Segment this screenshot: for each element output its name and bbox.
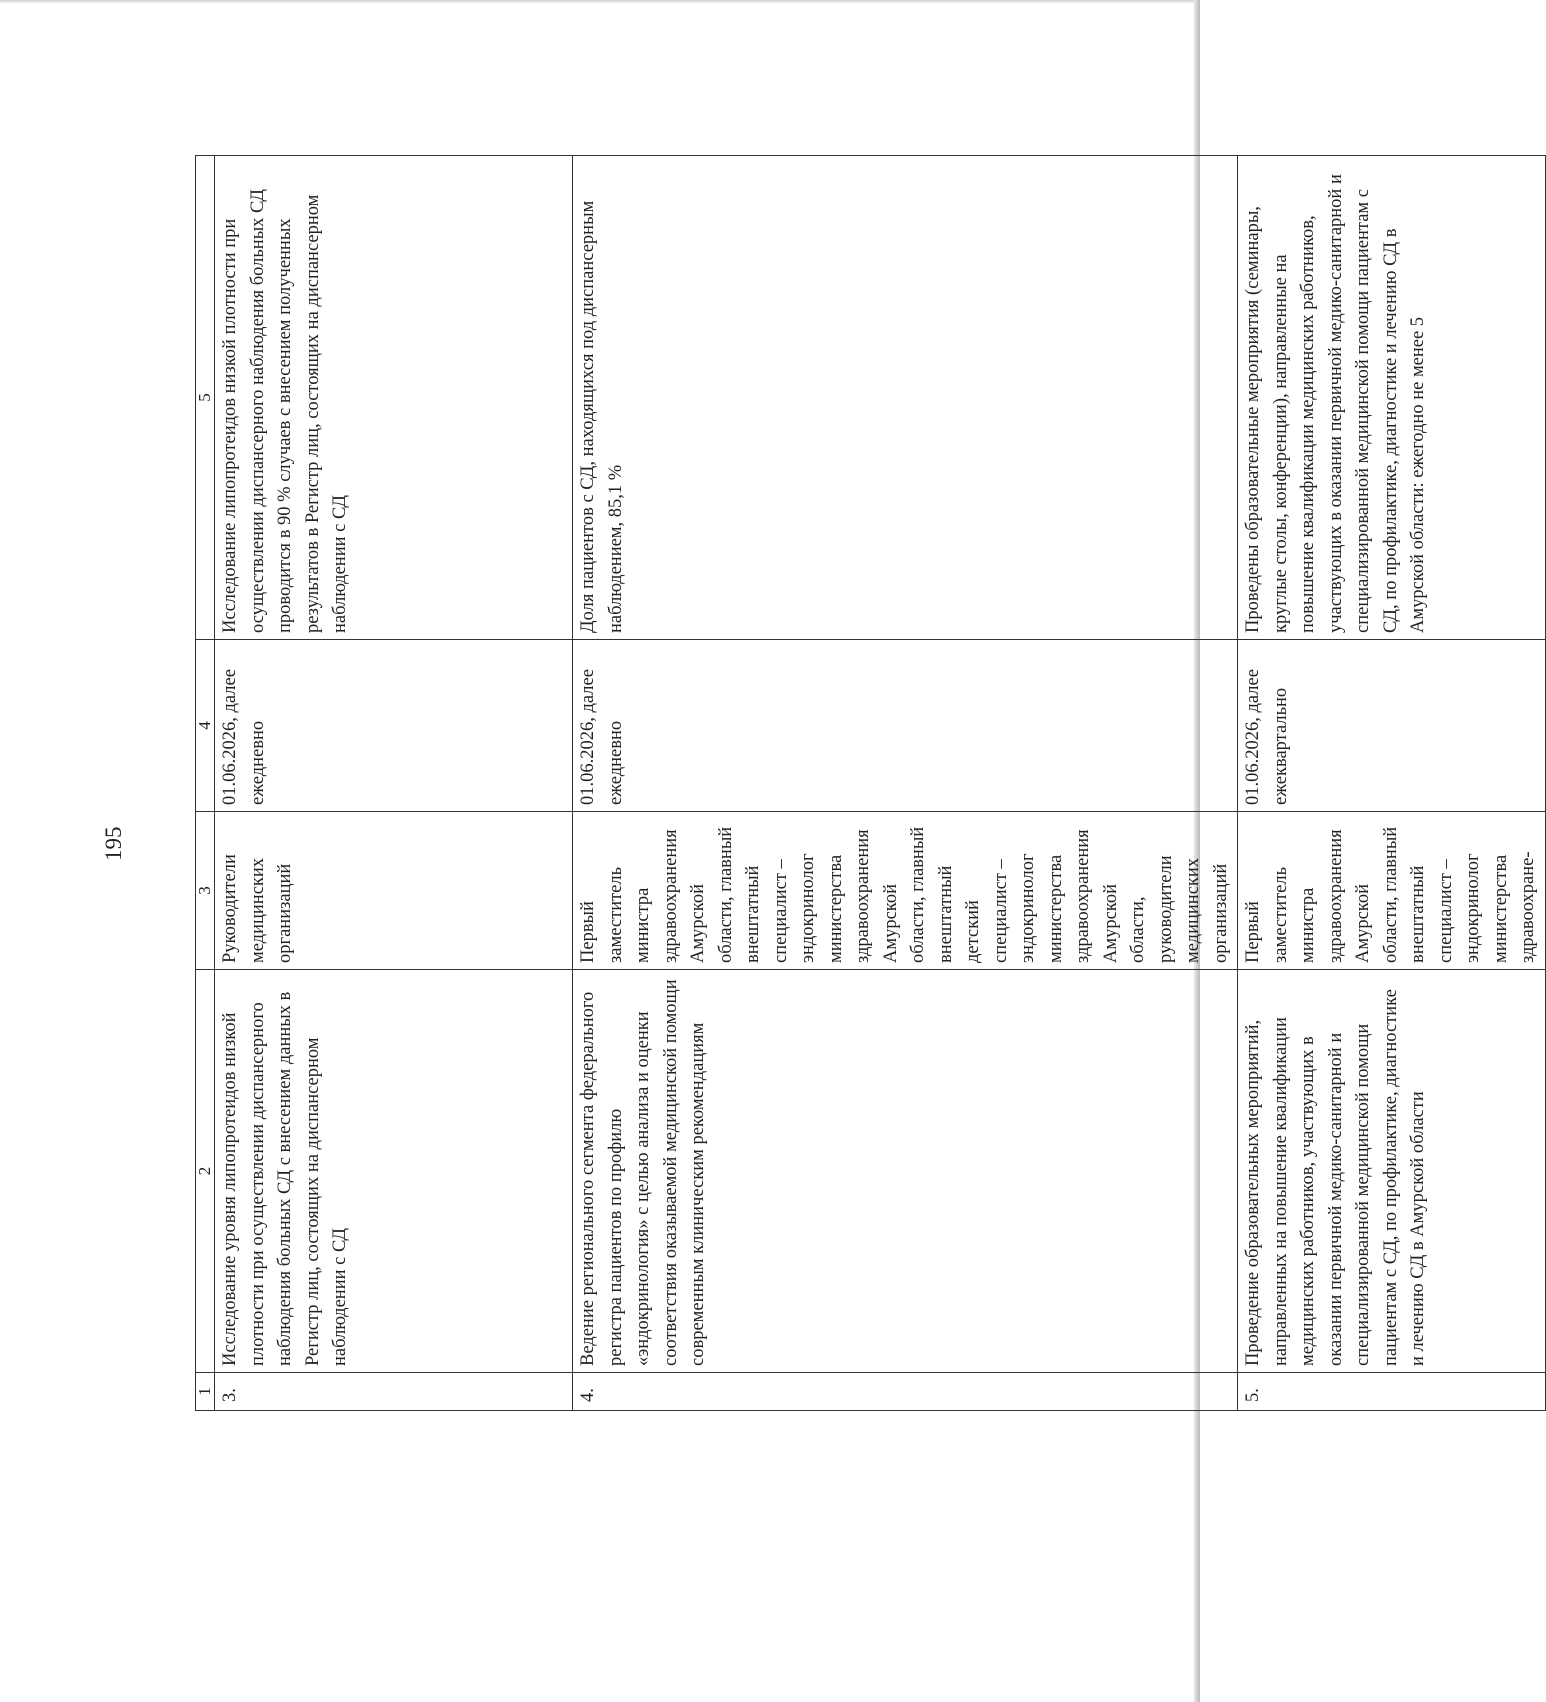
page-number: 195	[101, 826, 126, 861]
row-number: 3.	[215, 1373, 573, 1411]
scan-edge-top	[0, 0, 1200, 4]
responsible-cell: Первый заместитель министра здравоохранения Амурской области, главный внештатный специалист – эндокринолог министерства здравоохранения Амурской области, главный внештатный детский специалист – эндокринолог министерства здравоохранения Амурской области, руководители медицинских организаций	[573, 812, 1238, 970]
column-number-2: 2	[196, 970, 215, 1373]
row-number: 5.	[1238, 1373, 1546, 1411]
row-number: 4.	[573, 1373, 1238, 1411]
event-cell: Проведение образовательных мероприятий, направленных на повышение квалификации медицинских работников, участвующих в оказании первичной медико-санитарной и специализированной медицинской помощи пациентам с СД, по профилактике, диагностике и лечению СД в Амурской области	[1238, 970, 1546, 1373]
event-cell: Ведение регионального сегмента федерального регистра пациентов по профилю «эндокринология» с целью анализа и оценки соответствия оказываемой медицинской помощи современным клиническим рекомендациям	[573, 970, 1238, 1373]
table-row	[215, 156, 573, 1411]
action-plan-table	[195, 155, 1546, 1411]
table-row	[573, 156, 1238, 1411]
deadline-cell: 01.06.2026, далее ежедневно	[573, 640, 1238, 812]
column-number-4: 4	[196, 640, 215, 812]
table-row	[1238, 156, 1546, 1411]
result-cell: Исследование липопротеидов низкой плотности при осуществлении диспансерного наблюдения больных СД проводится в 90 % случаев с внесением полученных результатов в Регистр лиц, состоящих на диспансерном наблюдении с СД	[215, 156, 573, 640]
column-number-5: 5	[196, 156, 215, 640]
column-number-3: 3	[196, 812, 215, 970]
result-cell: Доля пациентов с СД, находящихся под диспансерным наблюдением, 85,1 %	[573, 156, 1238, 640]
deadline-cell: 01.06.2026, далее ежедневно	[215, 640, 573, 812]
rotated-table-container	[195, 156, 1538, 1411]
column-number-1: 1	[196, 1373, 215, 1411]
deadline-cell: 01.06.2026, далее ежеквартально	[1238, 640, 1546, 812]
responsible-cell: Руководители медицинских организаций	[215, 812, 573, 970]
result-cell: Проведены образовательные мероприятия (семинары, круглые столы, конференции), направленные на повышение квалификации медицинских работников, участвующих в оказании первичной медико-санитарной и специализированной медицинской помощи пациентам с СД, по профилактике, диагностике и лечению СД в Амурской области: ежегодно не менее 5	[1238, 156, 1546, 640]
event-cell: Исследование уровня липопротеидов низкой плотности при осуществлении диспансерного наблюдения больных СД с внесением данных в Регистр лиц, состоящих на диспансерном наблюдении с СД	[215, 970, 573, 1373]
column-number-row	[196, 156, 215, 1411]
responsible-cell: Первый заместитель министра здравоохранения Амурской области, главный внештатный специалист – эндокринолог министерства здравоохране-	[1238, 812, 1546, 970]
